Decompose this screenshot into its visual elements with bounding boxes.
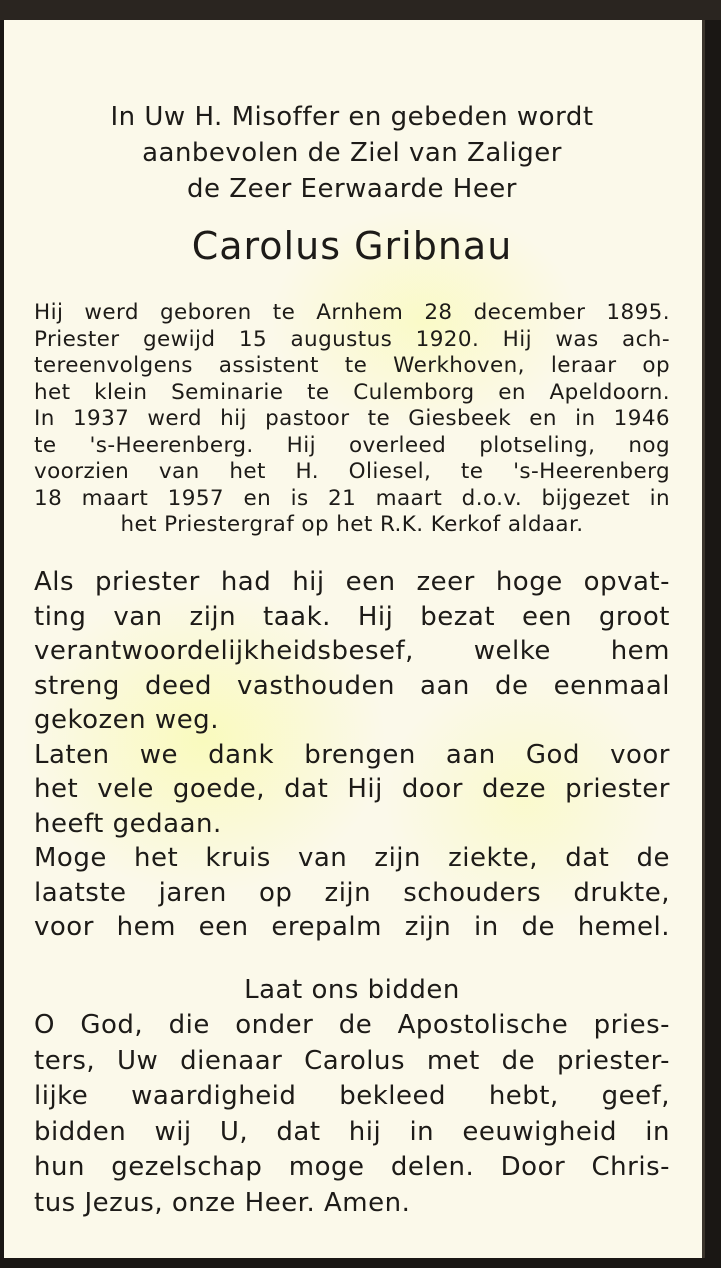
prayer-line: bidden wij U, dat hij in eeuwigheid in [34,1116,670,1147]
bio-line: tereenvolgens assistent te Werkhoven, leraar op [34,353,670,378]
tribute-line: laatste jaren op zijn schouders drukte, [34,877,670,908]
bio-line: Hij werd geboren te Arnhem 28 december 1895. [34,300,670,325]
top-border [0,0,721,20]
header-line: de Zeer Eerwaarde Heer [187,174,517,204]
bio-line: 18 maart 1957 en is 21 maart d.o.v. bijgezet in [34,485,670,511]
bio-line: Priester gewijd 15 augustus 1920. Hij was ach- [34,326,670,352]
tribute-line: verantwoordelijkheidsbesef, welke hem [34,636,670,666]
prayer-line: tus Jezus, onze Heer. Amen. [34,1187,411,1218]
tribute-line: Laten we dank brengen aan God voor [34,739,670,770]
tribute-line: gekozen weg. [34,705,219,735]
header-line: aanbevolen de Ziel van Zaliger [142,138,562,168]
bio-line: In 1937 werd hij pastoor te Giesbeek en in 1946 [34,406,670,431]
dedication-header [34,99,670,207]
prayer-line: lijke waardigheid bekleed hebt, geef, [34,1081,670,1111]
tribute-line: ting van zijn taak. Hij bezat een groot [34,601,670,632]
prayer-line: hun gezelschap moge delen. Door Chris- [34,1152,670,1182]
memorial-card [4,20,705,1258]
tribute-line: voor hem een erepalm zijn in de hemel. [34,912,670,942]
biography [34,300,670,539]
prayer-text [34,1008,670,1221]
tribute-line: Moge het kruis van zijn ziekte, dat de [34,843,670,873]
tribute-line: heeft gedaan. [34,808,222,839]
bio-line: voorzien van het H. Oliesel, te 's-Heerenberg [34,459,670,484]
bio-line: het Priestergraf op het R.K. Kerkof aldaar. [120,512,584,537]
tribute-line: Als priester had hij een zeer hoge opvat- [34,567,670,597]
prayer-line: ters, Uw dienaar Carolus met de priester- [34,1045,670,1076]
deceased-name: Carolus Gribnau [191,224,513,268]
tribute-line: het vele goede, dat Hij door deze priester [34,774,670,804]
tribute-text [34,565,670,945]
bio-line: het klein Seminarie te Culemborg en Apeldoorn. [34,379,670,405]
prayer-line: O God, die onder de Apostolische pries- [34,1010,670,1040]
bio-line: te 's-Heerenberg. Hij overleed plotseling, nog [34,432,670,458]
prayer-title: Laat ons bidden [244,975,460,1005]
header-line: In Uw H. Misoffer en gebeden wordt [110,102,594,132]
tribute-line: streng deed vasthouden aan de eenmaal [34,670,670,701]
